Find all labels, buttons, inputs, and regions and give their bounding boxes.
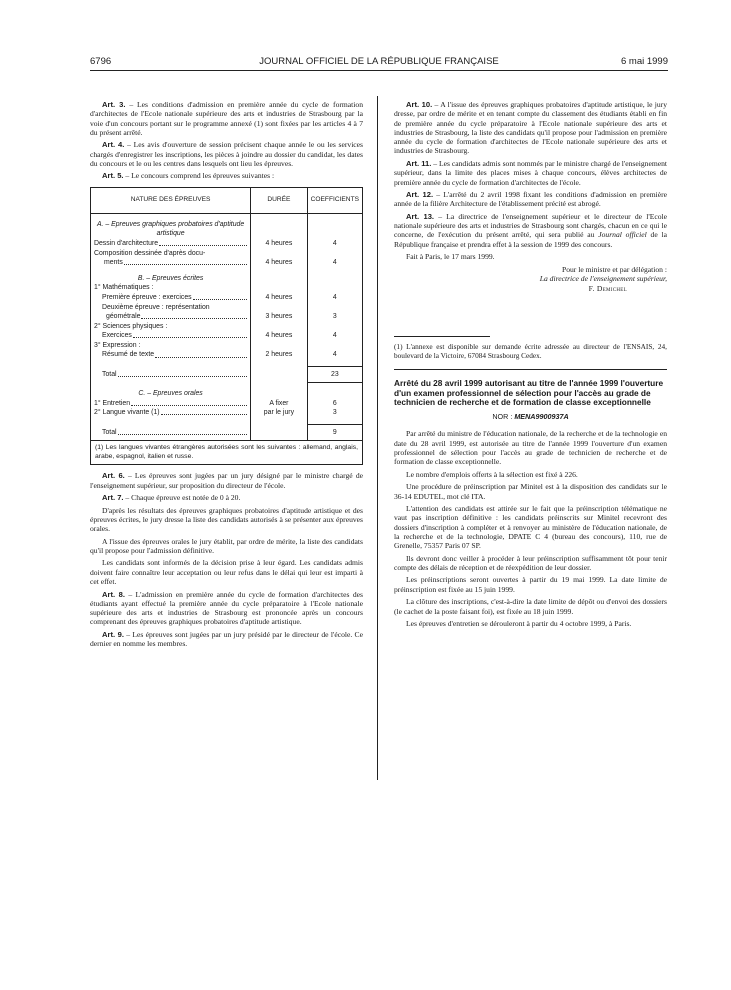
footnote-rule [394, 336, 490, 337]
col-header-duree: DURÉE [251, 187, 307, 213]
issue-date: 6 mai 1999 [620, 56, 668, 67]
page-header [90, 56, 668, 71]
page-number: 6796 [90, 56, 112, 67]
table-row: Exercices 4 heures 4 [91, 331, 363, 341]
article-10: Art. 10. – A l'issue des épreuves graphiques probatoires d'aptitude artistique, le jury dresse, par ordre de mérite et en tenant compte du classement des étudiants établi en fin de première année du cycle préparatoire à l'Ecole nationale supérieure des arts et industries de Strasbourg, la liste des candidats qu'il propose pour l'admission en première année du cycle de formation d'architectes de l'Ecole nationale supérieure des arts et industries de Strasbourg. [394, 100, 668, 156]
paragraph: Ils devront donc veiller à procéder à leur préinscription suffisamment tôt pour tenir compte des délais de réception et de réexpédition de leur dossier. [394, 553, 667, 572]
col-header-nature: NATURE DES ÉPREUVES [91, 187, 251, 213]
journal-title: JOURNAL OFFICIEL DE LA RÉPUBLIQUE FRANÇAISE [259, 56, 499, 67]
footnote: (1) L'annexe est disponible sur demande écrite adressée au directeur de l'ENSAIS, 24, boulevard de la Victoire, 67084 Strasbourg Cedex. [394, 342, 667, 360]
table-header-row [91, 187, 363, 213]
article-4: Art. 4. – Les avis d'ouverture de session précisent chaque année le ou les services chargés d'enregistrer les inscriptions, les pièces à joindre au dossier du candidat, les dates du concours et le ou les centres dans lesquels ont lieu les épreuves. [90, 140, 363, 168]
paragraph: Les épreuves d'entretien se dérouleront à partir du 4 octobre 1999, à Paris. [406, 619, 632, 628]
total-row-b: Total 23 [91, 367, 363, 383]
article-13: Art. 13. – La directrice de l'enseignement supérieur et le directeur de l'Ecole nationale supérieure des arts et industries de Strasbourg sont chargés, chacun en ce qui le concerne, de l'exécution du présent arrêté, qui sera publié au Journal officiel de la République française et prendra effet à la session de 1999 des concours. [394, 211, 667, 249]
paragraph: L'attention des candidats est attirée sur le fait que la préinscription télématique ne vaut pas inscription définitive : les candidats préinscrits sur Minitel recevront des dossiers d'inscription à compléter et à renvoyer au ministère de l'éducation nationale, de la recherche et de la technologie, DPATE C 4 (bureau des concours), 110, rue de Grenelle, 75357 Paris 07 SP. [394, 503, 667, 551]
table-row: 3° Expression : [91, 341, 363, 351]
total-row-c: Total 9 [91, 424, 363, 441]
table-row [91, 220, 363, 239]
article-9: Art. 9. – Les épreuves sont jugées par un jury présidé par le directeur de l'école. Ce dernier en nomme les membres. [90, 629, 363, 649]
paragraph: Les candidats sont informés de la décision prise à leur égard. Les candidats admis doivent faire connaître leur acceptation ou leur refus dans le délai qui leur est imparti à cet effet. [90, 558, 363, 587]
exams-table [90, 187, 363, 442]
paragraph: Par arrêté du ministre de l'éducation nationale, de la recherche et de la technologie en date du 28 avril 1999, est autorisée au titre de l'année 1999 l'ouverture d'un examen professionnel de sélection pour l'accès au grade de technicien de recherche et de formation de classe exceptionnelle. [394, 429, 667, 467]
table-row [91, 274, 363, 284]
table-row: Composition dessinée d'après docu- ments 4 heures 4 [91, 249, 363, 268]
table-row: Première épreuve : exercices 4 heures 4 [91, 293, 363, 303]
paragraph: Une procédure de préinscription par Minitel est à la disposition des candidats sur le 36-14 EDUTEL, mot clé ITA. [394, 482, 667, 501]
table-footnote: (1) Les langues vivantes étrangères autorisées sont les suivantes : allemand, anglais, arabe, espagnol, italien et russe. [90, 441, 363, 465]
signature-block: Pour le ministre et par délégation : La directrice de l'enseignement supérieur, F. Demichel [539, 264, 667, 294]
section-b-title: B. – Epreuves écrites [91, 274, 251, 284]
table-row: 1° Mathématiques : [91, 283, 363, 293]
table-row: Dessin d'architecture 4 heures 4 [91, 239, 363, 249]
article-11: Art. 11. – Les candidats admis sont nommés par le ministre chargé de l'enseignement supérieur, dans la limite des places mises à chaque concours, élèves architectes de première année du cycle de formation d'architectes de l'école. [394, 158, 667, 187]
table-row: 1° Entretien A fixer 6 [91, 399, 363, 409]
date-line: Fait à Paris, le 17 mars 1999. [406, 252, 495, 262]
table-row: Résumé de texte 2 heures 4 [91, 350, 363, 360]
left-column [90, 100, 363, 652]
column-divider [377, 96, 378, 780]
nor-reference: NOR : MENA9900937A [492, 412, 569, 422]
col-header-coef: COEFFICIENTS [307, 187, 362, 213]
arrete-title: Arrêté du 28 avril 1999 autorisant au titre de l'année 1999 l'ouverture d'un examen professionnel de sélection pour l'accès au grade de technicien de recherche et de formation de classe exceptionnelle [394, 378, 664, 408]
article-5: Art. 5. – Le concours comprend les épreuves suivantes : [102, 171, 275, 181]
table-row [91, 389, 363, 399]
table-row: Deuxième épreuve : représentation géométrale 3 heures 3 [91, 303, 363, 322]
paragraph: La clôture des inscriptions, c'est-à-dire la date limite de dépôt ou d'envoi des dossiers (le cachet de la poste faisant foi), est fixée au 18 juin 1999. [394, 597, 667, 616]
section-c-title: C. – Epreuves orales [91, 389, 251, 399]
article-8: Art. 8. – L'admission en première année du cycle de formation d'architectes des étudiants ayant effectué la première année du cycle préparatoire à l'Ecole nationale supérieure des arts et industries de Strasbourg est prononcée après un concours comprenant des épreuves graphiques probatoires d'aptitude artistique. [90, 589, 363, 627]
paragraph: A l'issue des épreuves orales le jury établit, par ordre de mérite, la liste des candidats qu'il propose pour l'admission définitive. [90, 536, 363, 555]
article-7: Art. 7. – Chaque épreuve est notée de 0 à 20. [102, 493, 241, 503]
paragraph: D'après les résultats des épreuves graphiques probatoires d'aptitude artistique et des épreuves écrites, le jury dresse la liste des candidats autorisés à se présenter aux épreuves orales. [90, 505, 363, 534]
article-12: Art. 12. – L'arrêté du 2 avril 1998 fixant les conditions d'admission en première année de la filière Architecture de l'établissement précité est abrogé. [394, 190, 667, 209]
table-row: 2° Sciences physiques : [91, 322, 363, 332]
table-row: 2° Langue vivante (1) par le jury 3 [91, 408, 363, 418]
section-a-title: A. – Epreuves graphiques probatoires d'aptitude artistique [91, 220, 251, 239]
paragraph: Les préinscriptions seront ouvertes à partir du 19 mai 1999. La date limite de préinscription est fixée au 15 juin 1999. [394, 575, 667, 594]
article-3: Art. 3. – Les conditions d'admission en première année du cycle de formation d'architectes de l'Ecole nationale supérieure des arts et industries de Strasbourg par la voie d'un concours portant sur le programme annexé (1) sont fixées par les articles 4 à 7 du présent arrêté. [90, 100, 363, 137]
right-column [394, 100, 667, 631]
paragraph: Le nombre d'emplois offerts à la sélection est fixé à 226. [406, 469, 578, 479]
article-6: Art. 6. – Les épreuves sont jugées par un jury désigné par le ministre chargé de l'enseignement supérieur, sur proposition du directeur de l'école. [90, 471, 363, 490]
section-rule [394, 369, 667, 370]
